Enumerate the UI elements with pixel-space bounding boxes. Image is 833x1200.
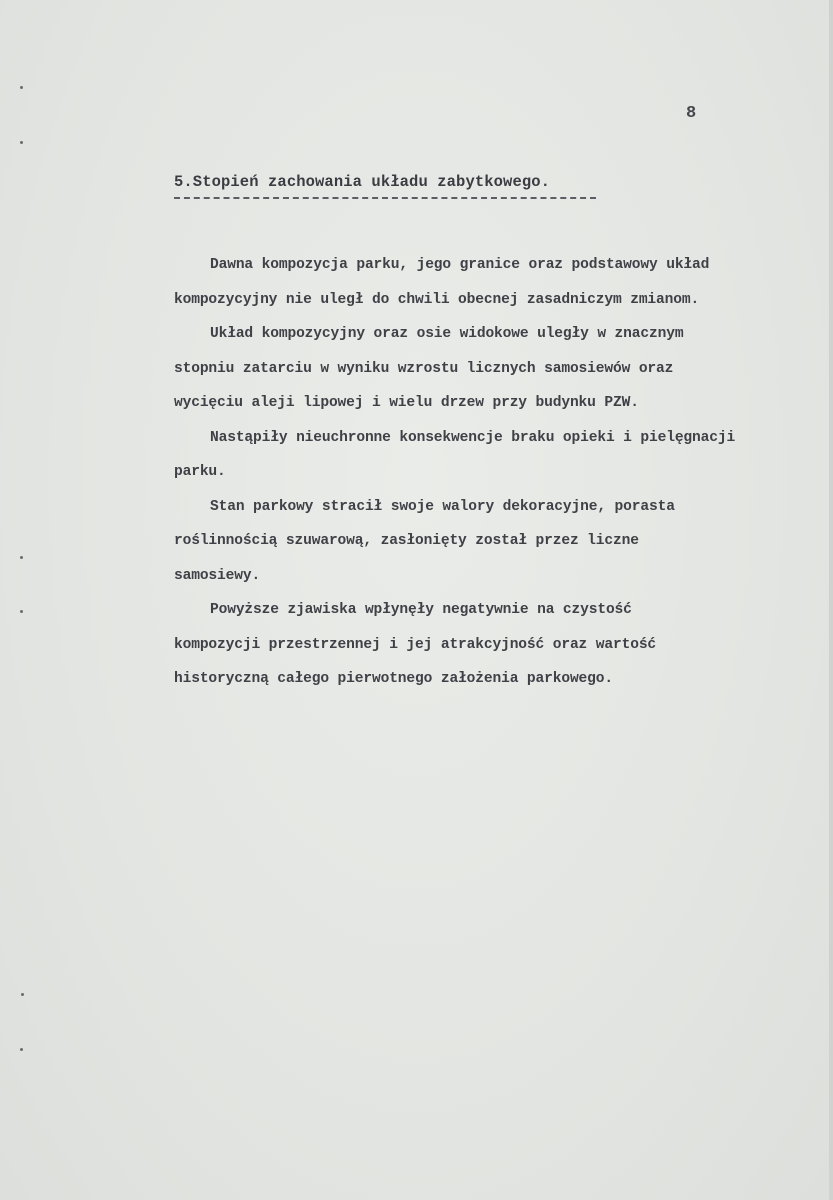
text-line: roślinnością szuwarową, zasłonięty został przez liczne [174,533,639,549]
text-line: wycięciu aleji lipowej i wielu drzew przy budynku PZW. [174,395,639,411]
text-line: stopniu zatarciu w wyniku wzrostu licznych samosiewów oraz [174,360,674,377]
text-line: samosiewy. [174,567,261,584]
text-line: Układ kompozycyjny oraz osie widokowe uległy w znacznym [210,326,684,342]
margin-mark [20,141,23,144]
text-line: historyczną całego pierwotnego założenia parkowego. [174,671,613,687]
margin-mark [20,556,23,559]
margin-mark [20,86,23,89]
text-line: parku. [174,464,226,480]
text-line: Powyższe zjawiska wpłynęły negatywnie na czystość [210,602,632,618]
margin-mark [21,993,24,996]
margin-mark [20,1048,23,1051]
heading-underline [174,197,596,199]
text-line: kompozycji przestrzennej i jej atrakcyjność oraz wartość [174,636,657,653]
body-text [174,248,830,697]
margin-mark [20,610,23,613]
text-line: kompozycyjny nie uległ do chwili obecnej zasadniczym zmianom. [174,291,700,308]
text-line: Nastąpiły nieuchronne konsekwencje braku opieki i pielęgnacji [210,429,736,446]
text-line: Dawna kompozycja parku, jego granice oraz podstawowy układ [210,257,710,273]
section-heading: 5.Stopień zachowania układu zabytkowego. [174,173,551,191]
text-line: Stan parkowy stracił swoje walory dekoracyjne, porasta [210,498,675,515]
page-number: 8 [686,104,697,123]
